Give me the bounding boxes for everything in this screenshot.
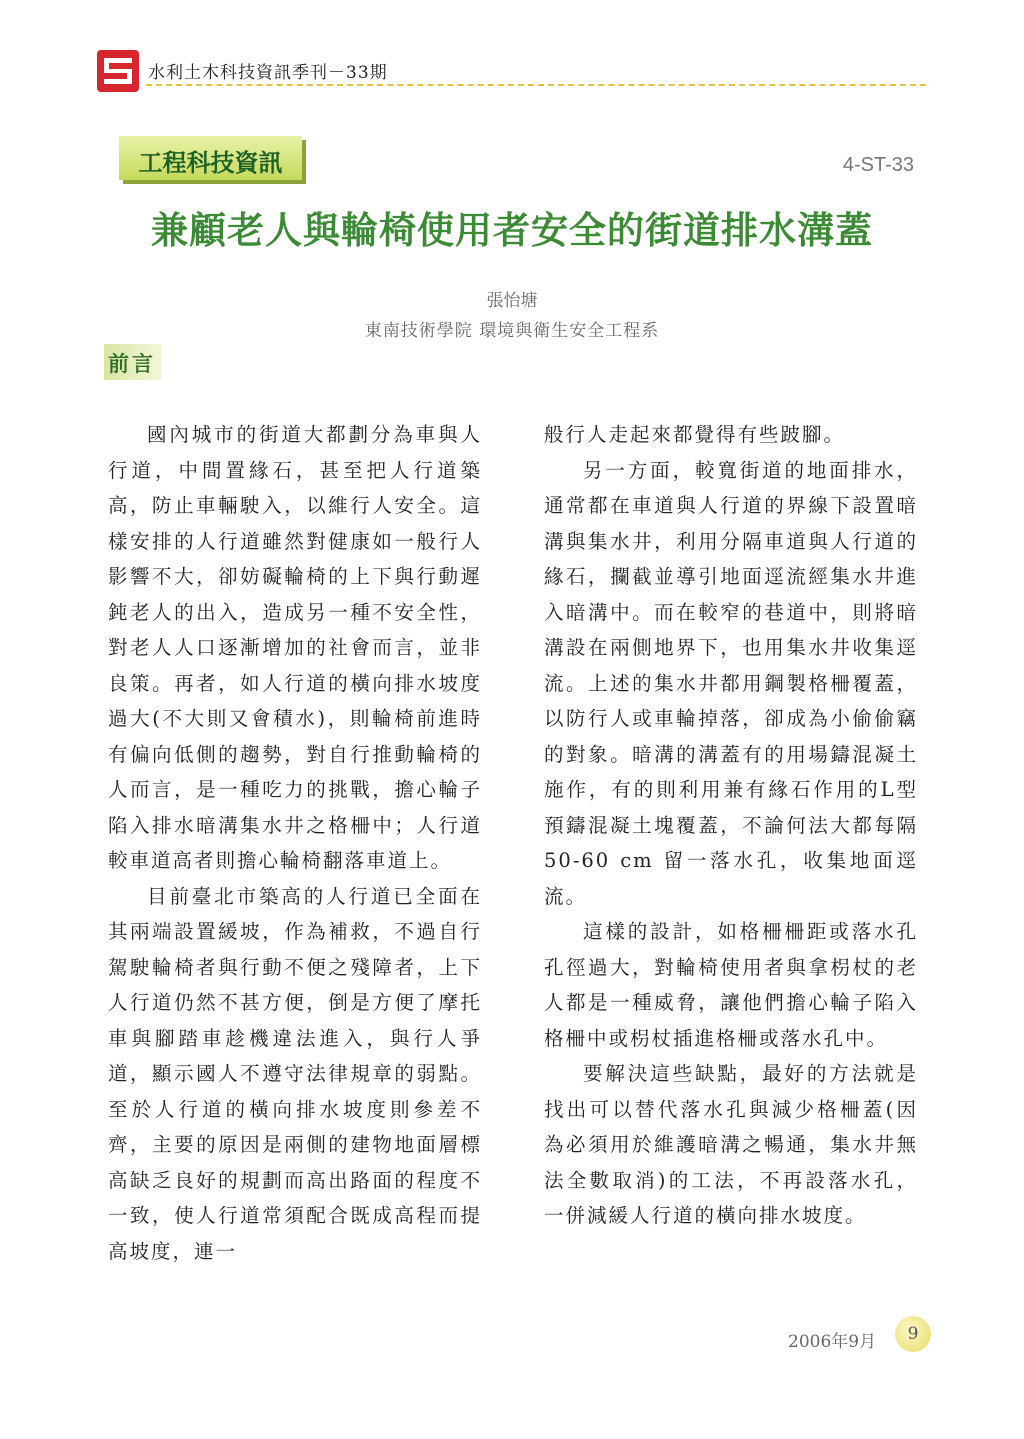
left-column (108, 417, 482, 1269)
paragraph: 另一方面，較寬街道的地面排水，通常都在車道與人行道的界線下設置暗溝與集水井，利用分隔車道與人行道的緣石，攔截並導引地面逕流經集水井進入暗溝中。而在較窄的巷道中，則將暗溝設在兩側地界下，也用集水井收集逕流。上述的集水井都用鋼製格柵覆蓋，以防行人或車輪掉落，卻成為小偷偷竊的對象。暗溝的溝蓋有的用場鑄混凝土施作，有的則利用兼有緣石作用的L型預鑄混凝土塊覆蓋，不論何法大都每隔 50-60 cm 留一落水孔，收集地面逕流。 (544, 458, 918, 908)
journal-logo-icon (97, 50, 139, 92)
paragraph: 目前臺北市築高的人行道已全面在其兩端設置緩坡，作為補救，不過自行駕駛輪椅者與行動不便之殘障者，上下人行道仍然不甚方便，倒是方便了摩托車與腳踏車趁機違法進入，與行人爭道，顯示國人不遵守法律規章的弱點。至於人行道的橫向排水坡度則參差不齊，主要的原因是兩側的建物地面層標高缺乏良好的規劃而高出路面的程度不一致，使人行道常須配合既成高程而提高坡度，連一 (108, 884, 482, 1263)
header-divider (146, 84, 926, 86)
paragraph: 國內城市的街道大都劃分為車與人行道，中間置緣石，甚至把人行道築高，防止車輛駛入，以維行人安全。這樣安排的人行道雖然對健康如一般行人影響不大，卻妨礙輪椅的上下與行動遲鈍老人的出入，造成另一種不安全性，對老人人口逐漸增加的社會而言，並非良策。再者，如人行道的橫向排水坡度過大(不大則又會積水)，則輪椅前進時有偏向低側的趨勢，對自行推動輪椅的人而言，是一種吃力的挑戰，擔心輪子陷入排水暗溝集水井之格柵中；人行道較車道高者則擔心輪椅翻落車道上。 (108, 423, 482, 872)
page-number: 9 (907, 1324, 919, 1344)
issue-date: 2006年9月 (788, 1332, 877, 1352)
paragraph: 這樣的設計，如格柵柵距或落水孔孔徑過大，對輪椅使用者與拿枴杖的老人都是一種威脅，讓他們擔心輪子陷入格柵中或枴杖插進格柵或落水孔中。 (544, 920, 918, 1050)
section-heading-label: 前言 (108, 352, 156, 376)
page-number-badge (895, 1316, 931, 1352)
right-column (544, 417, 918, 1234)
author-name: 張怡塘 (486, 291, 538, 311)
article-title: 兼顧老人與輪椅使用者安全的街道排水溝蓋 (151, 209, 873, 252)
journal-name: 水利土木科技資訊季刊－33期 (148, 63, 388, 83)
section-tag-label: 工程科技資訊 (138, 149, 283, 177)
section-tag (119, 136, 302, 180)
article-code: 4-ST-33 (842, 154, 914, 176)
author-affiliation: 東南技術學院 環境與衛生安全工程系 (364, 321, 660, 341)
paragraph: 般行人走起來都覺得有些跛腳。 (544, 423, 846, 446)
section-heading (104, 344, 162, 380)
paragraph: 要解決這些缺點，最好的方法就是找出可以替代落水孔與減少格柵蓋(因為必須用於維護暗溝之暢通，集水井無法全數取消)的工法，不再設落水孔，一併減緩人行道的橫向排水坡度。 (544, 1062, 918, 1227)
